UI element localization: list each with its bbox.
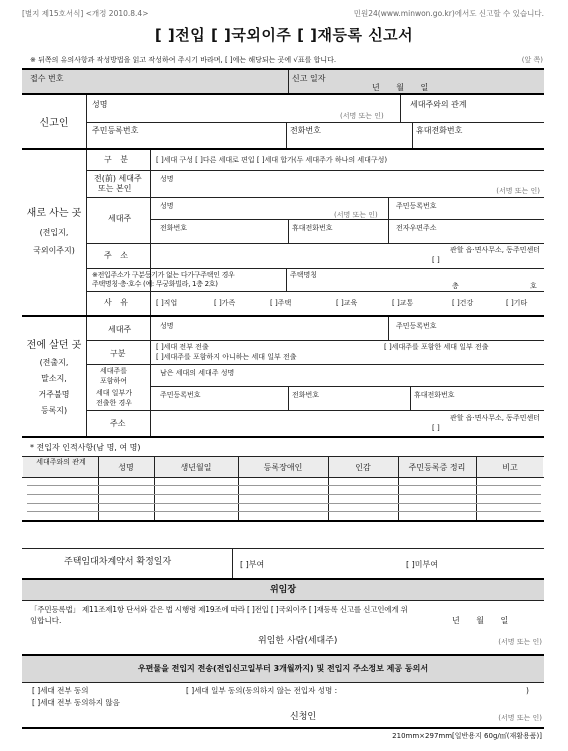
paper-size-note: 210mm×297mm[일반용지 60g/㎡(재활용품)] — [392, 732, 542, 740]
col-relation: 세대주와의 관계 — [36, 458, 86, 466]
old-head-rrn-label: 주민등록번호 — [396, 322, 437, 330]
remaining-rrn-label: 주민등록번호 — [160, 391, 201, 399]
reporter-section-label: 신고인 — [39, 118, 69, 129]
consent-title: 우편물을 전입지 전송(전입신고일부터 3개월까지) 및 전입지 주소정보 제공 동의서 — [137, 664, 429, 673]
old-head-name-label: 성명 — [160, 322, 174, 330]
receipt-number-label: 접수 번호 — [30, 74, 64, 83]
old-division-opt2[interactable]: [ ]세대주를 포함한 세대 일부 전출 — [384, 343, 489, 351]
multi-house-note1: ※전입주소가 구분등기가 없는 다가구주택인 경우 — [92, 271, 235, 279]
old-address-label: 주소 — [110, 419, 126, 428]
reason-health[interactable]: [ ]건강 — [452, 299, 474, 307]
reason-family[interactable]: [ ]가족 — [214, 299, 236, 307]
house-name-label: 주택명칭 — [290, 271, 318, 279]
reporter-mobile-label: 휴대전화번호 — [416, 126, 463, 135]
old-division-opt3[interactable]: [ ]세대주를 포함하지 아니하는 세대 일부 전출 — [156, 353, 297, 361]
reporter-phone-label: 전화번호 — [290, 126, 321, 135]
prev-head-label2: 또는 본인 — [98, 184, 132, 193]
old-division-label: 구분 — [110, 349, 126, 358]
col-disabled: 등록장애인 — [263, 463, 303, 472]
new-division-label: 구 분 — [104, 155, 128, 164]
reason-job[interactable]: [ ]직업 — [156, 299, 178, 307]
new-head-label: 세대주 — [108, 214, 132, 223]
col-name: 성명 — [118, 463, 134, 472]
new-address-label: 주 소 — [104, 251, 128, 260]
reporter-name-label: 성명 — [92, 100, 108, 109]
new-head-email-label: 전자우편주소 — [396, 224, 437, 232]
movers-title: * 전입자 인적사항(남 명, 여 명) — [30, 443, 141, 452]
receipt-row — [22, 70, 544, 93]
delegation-title: 위임장 — [269, 585, 297, 595]
form-title: [ ]전입 [ ]국외이주 [ ]재등록 신고서 — [154, 26, 414, 44]
remaining-label1: 세대주를 — [100, 367, 128, 375]
multi-house-note2: 주택명칭·층·호수 (예: 무궁화빌라, 1층 2호) — [92, 280, 218, 288]
consent-sign-hint: (서명 또는 인) — [498, 714, 542, 722]
reason-label: 사 유 — [104, 298, 128, 307]
old-division-opt1[interactable]: [ ]세대 전부 전출 — [156, 343, 209, 351]
remaining-label3: 세대 일부가 — [96, 389, 133, 397]
consent-opt-part[interactable]: [ ]세대 일부 동의(동의하지 않는 전입자 성명 : — [186, 686, 338, 695]
reporter-rrn-label: 주민등록번호 — [92, 126, 139, 135]
new-head-phone-label: 전화번호 — [160, 224, 188, 232]
new-division-options[interactable]: [ ]세대 구성 [ ]다른 세대로 편입 [ ]세대 합가(두 세대주가 하나의 세대구성) — [156, 156, 388, 164]
reason-housing[interactable]: [ ]주택 — [270, 299, 292, 307]
applicant-label: 신청인 — [290, 712, 317, 722]
instruction-note: ※ 뒤쪽의 유의사항과 작성방법을 읽고 작성하여 주시기 바라며, [ ]에는 해당되는 곳에 √표를 합니다. — [30, 56, 337, 64]
form-number: [별지 제15호서식] <개정 2010.8.4> — [22, 9, 149, 18]
prev-head-label1: 전(前) 세대주 — [94, 174, 142, 183]
reason-education[interactable]: [ ]교육 — [336, 299, 358, 307]
table-row[interactable] — [27, 504, 541, 512]
lease-opt-yes[interactable]: [ ]부여 — [240, 560, 265, 569]
delegator-label: 위임한 사람(세대주) — [258, 636, 338, 646]
new-head-sign-hint: (서명 또는 인) — [334, 211, 378, 219]
remaining-label4: 전출한 경우 — [96, 399, 133, 407]
col-birth: 생년월일 — [180, 463, 212, 472]
delegation-date: 년 월 일 — [452, 616, 509, 625]
report-date-value: 년 월 일 — [372, 83, 429, 92]
old-head-label: 세대주 — [108, 325, 132, 334]
new-address-office-box[interactable]: [ ] — [432, 256, 440, 264]
old-address-office-box[interactable]: [ ] — [432, 424, 440, 432]
new-address-title: 새로 사는 곳 — [26, 208, 82, 219]
new-address-sub2: 국외이주지) — [33, 246, 75, 255]
prev-head-sign-hint: (서명 또는 인) — [496, 187, 540, 195]
delegation-text1: 「주민등록법」 제11조제1항 단서와 같은 법 시행령 제19조에 따라 [ ]전입 [ ]국외이주 [ ]재등록 신고를 신고인에게 위 — [30, 605, 408, 614]
old-address-sub1: (전출지, — [39, 358, 69, 367]
prev-head-name-label: 성명 — [160, 175, 174, 183]
col-remark: 비고 — [502, 463, 518, 472]
remaining-mobile-label: 휴대전화번호 — [414, 391, 455, 399]
report-date-label: 신고 일자 — [292, 74, 326, 83]
new-head-rrn-label: 주민등록번호 — [396, 202, 437, 210]
table-row[interactable] — [27, 486, 541, 495]
floor-label: 층 — [452, 282, 459, 290]
reporter-relation-label: 세대주와의 관계 — [410, 100, 467, 109]
reason-transport[interactable]: [ ]교통 — [392, 299, 414, 307]
new-head-mobile-label: 휴대전화번호 — [292, 224, 333, 232]
col-idcard: 주민등록증 정리 — [408, 463, 466, 472]
delegation-sign-hint: (서명 또는 인) — [498, 638, 542, 646]
remaining-phone-label: 전화번호 — [292, 391, 320, 399]
reason-other[interactable]: [ ]기타 — [506, 299, 528, 307]
remaining-head-name-label: 남은 세대의 세대주 성명 — [160, 369, 235, 377]
old-address-title: 전에 살던 곳 — [26, 340, 82, 351]
new-address-sub1: (전입지, — [39, 228, 69, 237]
table-row[interactable] — [27, 477, 541, 486]
lease-label: 주택임대차계약서 확정일자 — [64, 557, 172, 567]
old-address-sub2: 말소지, — [41, 374, 67, 383]
col-seal: 인감 — [355, 463, 371, 472]
new-head-name-label: 성명 — [160, 202, 174, 210]
new-address-office: 관할 읍·면사무소, 동주민센터 — [449, 246, 540, 254]
old-address-sub3: 거주불명 — [38, 390, 70, 399]
unit-label: 호 — [530, 282, 537, 290]
consent-opt-part-close: ) — [526, 686, 529, 695]
remaining-label2: 포함하여 — [100, 377, 128, 385]
old-address-office: 관할 읍·면사무소, 동주민센터 — [449, 414, 540, 422]
lease-opt-no[interactable]: [ ]미부여 — [406, 560, 438, 569]
table-row[interactable] — [27, 495, 541, 504]
delegation-text2: 임합니다. — [30, 616, 62, 625]
consent-opt-none[interactable]: [ ]세대 전부 동의하지 않음 — [32, 698, 120, 707]
old-address-sub4: 등록지) — [40, 406, 68, 415]
online-note: 민원24(www.minwon.go.kr)에서도 신고할 수 있습니다. — [353, 9, 544, 18]
consent-opt-all[interactable]: [ ]세대 전부 동의 — [32, 686, 89, 695]
reporter-sign-hint: (서명 또는 인) — [340, 112, 384, 120]
page-side: (앞 쪽) — [521, 56, 543, 64]
